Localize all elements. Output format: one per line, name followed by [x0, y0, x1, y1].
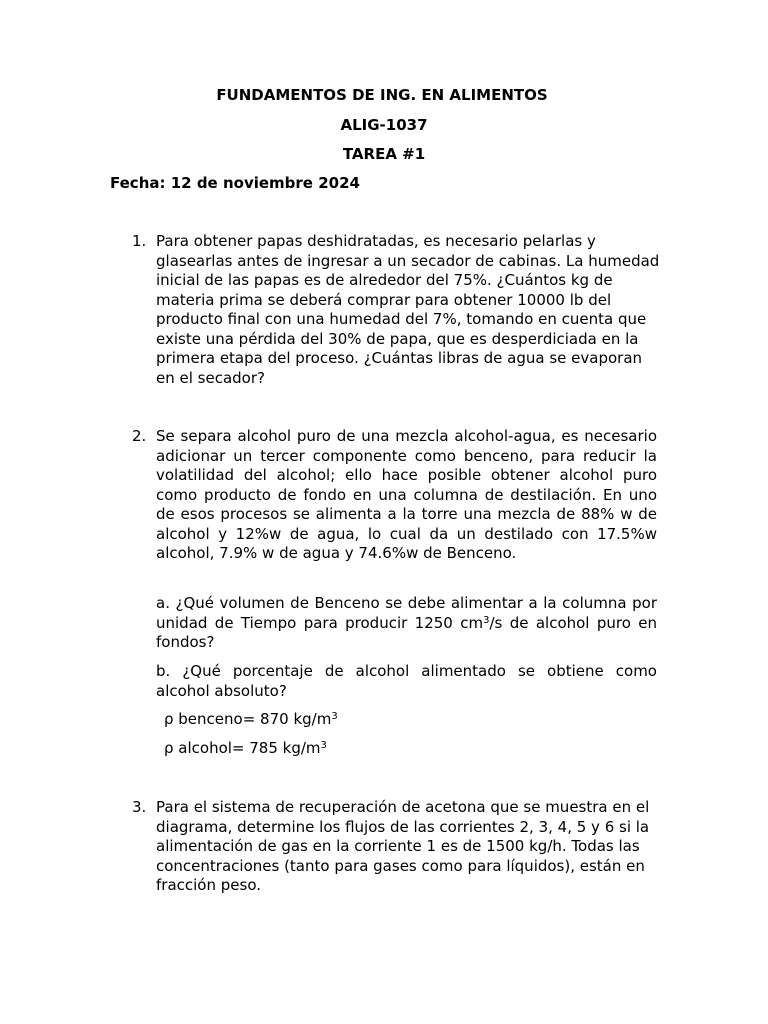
question-number: 1. [132, 232, 147, 250]
question-2-part-a [156, 594, 657, 653]
course-code: ALIG-1037 [340, 116, 428, 134]
density-benzene-text: ρ benceno= 870 kg/m [164, 710, 332, 728]
assignment-title: TAREA #1 [342, 145, 426, 163]
date-line: Fecha: 12 de noviembre 2024 [110, 174, 360, 192]
superscript: 3 [320, 740, 327, 751]
question-1 [132, 232, 662, 388]
question-2 [132, 427, 662, 564]
question-3 [132, 798, 662, 896]
question-number: 3. [132, 798, 147, 816]
course-title: FUNDAMENTOS DE ING. EN ALIMENTOS [216, 86, 548, 104]
question-text: Para el sistema de recuperación de acetona que se muestra en el diagrama, determine los flujos de las corrientes 2, 3, 4, 5 y 6 si la alimentación de gas en la corriente 1 es de 1500 kg/h. Todas las concentraciones (tanto para gases como para líquidos), están en fracción peso. [156, 798, 650, 894]
density-alcohol-text: ρ alcohol= 785 kg/m [164, 739, 321, 757]
part-a-text: a. ¿Qué volumen de Benceno se debe alimentar a la columna por unidad de Tiempo para producir 1250 cm [156, 594, 657, 632]
question-number: 2. [132, 427, 147, 445]
density-benzene [164, 710, 338, 730]
superscript: 3 [483, 614, 490, 626]
density-alcohol [164, 739, 327, 759]
question-text: Se separa alcohol puro de una mezcla alcohol-agua, es necesario adicionar un tercer componente como benceno, para reducir la volatilidad del alcohol; ello hace posible obtener alcohol puro como producto de fondo en una columna de destilación. En uno de esos procesos se alimenta a la torre una mezcla de 88% w de alcohol y 12%w de agua, lo cual da un destilado con 17.5%w alcohol, 7.9% w de agua y 74.6%w de Benceno. [156, 427, 657, 562]
superscript: 3 [331, 711, 338, 722]
question-text: Para obtener papas deshidratadas, es necesario pelarlas y glasearlas antes de ingresar a un secador de cabinas. La humedad inicial de las papas es de alrededor del 75%. ¿Cuántos kg de materia prima se deberá comprar para obtener 10000 lb del producto final con una humedad del 7%, tomando en cuenta que existe una pérdida del 30% de papa, que es desperdiciada en la primera etapa del proceso. ¿Cuántas libras de agua se evaporan en el secador? [156, 232, 660, 387]
part-a-text-end: /s de alcohol puro en fondos? [156, 613, 658, 651]
question-2-part-b: b. ¿Qué porcentaje de alcohol alimentado se obtiene como alcohol absoluto? [156, 662, 657, 700]
